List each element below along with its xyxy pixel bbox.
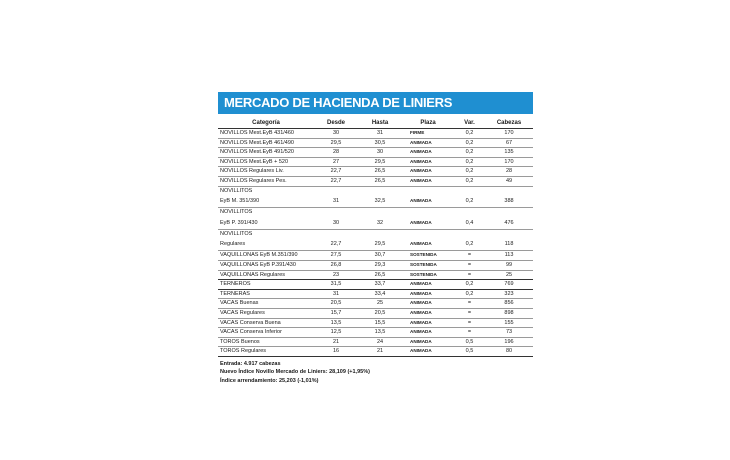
table-row	[218, 238, 533, 251]
cell-plaza: ANIMADA	[402, 299, 454, 309]
prices-table	[218, 119, 533, 357]
cell-desde: 31	[314, 289, 358, 299]
table-row	[218, 318, 533, 328]
cell-plaza: ANIMADA	[402, 337, 454, 347]
cell-categoria: NOVILLOS Mest.EyB 491/520	[218, 148, 314, 158]
cell-plaza: ANIMADA	[402, 167, 454, 177]
cell-desde: 30	[314, 217, 358, 230]
header-categoria: Categoría	[218, 119, 314, 129]
table-row	[218, 280, 533, 290]
cell-plaza: ANIMADA	[402, 138, 454, 148]
cell-categoria: VACAS Regulares	[218, 308, 314, 318]
header-var: Var.	[454, 119, 485, 129]
cell-cabezas	[485, 208, 533, 217]
cell-plaza: ANIMADA	[402, 148, 454, 158]
table-row	[218, 270, 533, 280]
table-row	[218, 148, 533, 158]
cell-hasta: 15,5	[358, 318, 402, 328]
cell-hasta: 13,5	[358, 328, 402, 338]
cell-hasta	[358, 186, 402, 195]
cell-plaza: SOSTENIDA	[402, 251, 454, 261]
cell-hasta: 26,5	[358, 176, 402, 186]
cell-plaza: SOSTENIDA	[402, 270, 454, 280]
cell-cabezas: 323	[485, 289, 533, 299]
cell-var	[454, 186, 485, 195]
table-row	[218, 337, 533, 347]
cell-cabezas: 155	[485, 318, 533, 328]
cell-plaza: ANIMADA	[402, 238, 454, 251]
cell-var	[454, 229, 485, 238]
cell-hasta: 31	[358, 129, 402, 139]
cell-var: =	[454, 328, 485, 338]
cell-desde: 23	[314, 270, 358, 280]
table-row	[218, 186, 533, 195]
table-title-banner	[218, 92, 533, 114]
cell-var: 0,5	[454, 337, 485, 347]
cell-cabezas: 80	[485, 347, 533, 357]
table-row	[218, 347, 533, 357]
cell-categoria: NOVILLOS Regulares Pes.	[218, 176, 314, 186]
cell-var: =	[454, 251, 485, 261]
table-row	[218, 251, 533, 261]
cell-plaza	[402, 208, 454, 217]
cell-hasta: 29,3	[358, 260, 402, 270]
novillo-index: Nuevo Índice Novillo Mercado de Liniers: 28,109 (+1,95%)	[220, 369, 370, 376]
header-row	[218, 119, 533, 129]
liniers-market-table-card	[218, 92, 533, 385]
cell-var: 0,2	[454, 289, 485, 299]
table-row	[218, 195, 533, 208]
summary-footer	[218, 360, 533, 385]
cell-desde: 22,7	[314, 238, 358, 251]
cell-desde: 27,5	[314, 251, 358, 261]
cell-cabezas: 196	[485, 337, 533, 347]
cell-cabezas: 476	[485, 217, 533, 230]
cell-categoria: TOROS Regulares	[218, 347, 314, 357]
cell-var: =	[454, 318, 485, 328]
cell-categoria: TOROS Buenos	[218, 337, 314, 347]
cell-cabezas: 898	[485, 308, 533, 318]
cell-hasta: 32	[358, 217, 402, 230]
cell-hasta: 26,5	[358, 167, 402, 177]
cell-plaza: ANIMADA	[402, 318, 454, 328]
cell-hasta	[358, 208, 402, 217]
cell-plaza: ANIMADA	[402, 280, 454, 290]
table-row	[218, 328, 533, 338]
cell-plaza: ANIMADA	[402, 217, 454, 230]
cell-desde: 13,5	[314, 318, 358, 328]
cell-plaza: ANIMADA	[402, 157, 454, 167]
cell-hasta	[358, 229, 402, 238]
cell-hasta: 30	[358, 148, 402, 158]
cell-desde	[314, 208, 358, 217]
cell-desde: 16	[314, 347, 358, 357]
cell-var: 0,2	[454, 176, 485, 186]
cell-desde: 12,5	[314, 328, 358, 338]
cell-desde: 20,5	[314, 299, 358, 309]
cell-plaza: ANIMADA	[402, 289, 454, 299]
cell-categoria: VACAS Buenas	[218, 299, 314, 309]
header-hasta: Hasta	[358, 119, 402, 129]
table-row	[218, 176, 533, 186]
table-row	[218, 157, 533, 167]
header-plaza: Plaza	[402, 119, 454, 129]
cell-categoria: TERNERAS	[218, 289, 314, 299]
cell-var: 0,2	[454, 157, 485, 167]
cell-var	[454, 208, 485, 217]
entrada-total: Entrada: 4.917 cabezas	[220, 360, 281, 367]
cell-cabezas: 113	[485, 251, 533, 261]
cell-categoria: TERNEROS	[218, 280, 314, 290]
cell-cabezas: 99	[485, 260, 533, 270]
cell-desde: 15,7	[314, 308, 358, 318]
cell-cabezas: 388	[485, 195, 533, 208]
cell-var: 0,2	[454, 280, 485, 290]
table-row	[218, 138, 533, 148]
cell-desde: 29,5	[314, 138, 358, 148]
table-row	[218, 289, 533, 299]
cell-plaza	[402, 229, 454, 238]
cell-desde: 31,5	[314, 280, 358, 290]
table-row	[218, 299, 533, 309]
cell-desde: 31	[314, 195, 358, 208]
cell-categoria: EyB P. 391/430	[218, 217, 314, 230]
cell-categoria: Regulares	[218, 238, 314, 251]
table-row	[218, 129, 533, 139]
cell-plaza	[402, 186, 454, 195]
cell-var: =	[454, 260, 485, 270]
cell-desde: 30	[314, 129, 358, 139]
cell-plaza: ANIMADA	[402, 176, 454, 186]
cell-var: 0,5	[454, 347, 485, 357]
cell-categoria: NOVILLITOS	[220, 209, 253, 216]
cell-cabezas: 135	[485, 148, 533, 158]
cell-desde: 27	[314, 157, 358, 167]
cell-var: =	[454, 270, 485, 280]
cell-var: =	[454, 299, 485, 309]
cell-plaza: ANIMADA	[402, 328, 454, 338]
cell-categoria: VAQUILLONAS EyB M.351/390	[218, 251, 314, 261]
cell-cabezas	[485, 229, 533, 238]
header-cabezas: Cabezas	[485, 119, 533, 129]
cell-var: 0,2	[454, 195, 485, 208]
table-row	[218, 167, 533, 177]
cell-desde	[314, 229, 358, 238]
cell-hasta: 33,7	[358, 280, 402, 290]
cell-categoria: VAQUILLONAS Regulares	[218, 270, 314, 280]
cell-desde: 21	[314, 337, 358, 347]
cell-hasta: 26,5	[358, 270, 402, 280]
cell-categoria: NOVILLOS Mest.EyB 431/460	[218, 129, 314, 139]
cell-desde: 28	[314, 148, 358, 158]
cell-var: =	[454, 308, 485, 318]
cell-cabezas: 28	[485, 167, 533, 177]
cell-plaza: SOSTENIDA	[402, 260, 454, 270]
cell-var: 0,2	[454, 238, 485, 251]
cell-hasta: 33,4	[358, 289, 402, 299]
header-desde: Desde	[314, 119, 358, 129]
cell-hasta: 21	[358, 347, 402, 357]
cell-cabezas	[485, 186, 533, 195]
cell-hasta: 20,5	[358, 308, 402, 318]
cell-categoria: NOVILLITOS	[220, 187, 253, 194]
cell-categoria: NOVILLOS Mest.EyB 461/490	[218, 138, 314, 148]
cell-desde: 22,7	[314, 176, 358, 186]
cell-categoria: NOVILLITOS	[220, 230, 253, 237]
cell-desde: 22,7	[314, 167, 358, 177]
cell-cabezas: 67	[485, 138, 533, 148]
table-title: MERCADO DE HACIENDA DE LINIERS	[224, 95, 453, 110]
cell-cabezas: 73	[485, 328, 533, 338]
table-row	[218, 260, 533, 270]
cell-hasta: 25	[358, 299, 402, 309]
cell-hasta: 29,5	[358, 157, 402, 167]
cell-plaza: FIRME	[402, 129, 454, 139]
cell-hasta: 29,5	[358, 238, 402, 251]
cell-hasta: 32,5	[358, 195, 402, 208]
cell-var: 0,4	[454, 217, 485, 230]
cell-plaza: ANIMADA	[402, 195, 454, 208]
cell-desde: 26,8	[314, 260, 358, 270]
table-row	[218, 217, 533, 230]
cell-desde	[314, 186, 358, 195]
cell-categoria: VAQUILLONAS EyB P.391/430	[218, 260, 314, 270]
arrendamiento-index: Índice arrendamiento: 25,203 (-1,01%)	[220, 377, 319, 384]
cell-plaza: ANIMADA	[402, 347, 454, 357]
cell-cabezas: 856	[485, 299, 533, 309]
cell-categoria: NOVILLOS Mest.EyB + 520	[218, 157, 314, 167]
cell-cabezas: 25	[485, 270, 533, 280]
cell-cabezas: 170	[485, 129, 533, 139]
cell-hasta: 24	[358, 337, 402, 347]
cell-hasta: 30,5	[358, 138, 402, 148]
cell-cabezas: 170	[485, 157, 533, 167]
table-row	[218, 308, 533, 318]
cell-categoria: VACAS Conserva Buena	[218, 318, 314, 328]
table-row	[218, 208, 533, 217]
cell-cabezas: 769	[485, 280, 533, 290]
cell-cabezas: 49	[485, 176, 533, 186]
cell-categoria: EyB M. 351/390	[218, 195, 314, 208]
cell-categoria: VACAS Conserva Inferior	[218, 328, 314, 338]
cell-cabezas: 118	[485, 238, 533, 251]
cell-categoria: NOVILLOS Regulares Liv.	[218, 167, 314, 177]
cell-plaza: ANIMADA	[402, 308, 454, 318]
cell-var: 0,2	[454, 129, 485, 139]
cell-var: 0,2	[454, 138, 485, 148]
cell-hasta: 30,7	[358, 251, 402, 261]
table-row	[218, 229, 533, 238]
cell-var: 0,2	[454, 148, 485, 158]
cell-var: 0,2	[454, 167, 485, 177]
